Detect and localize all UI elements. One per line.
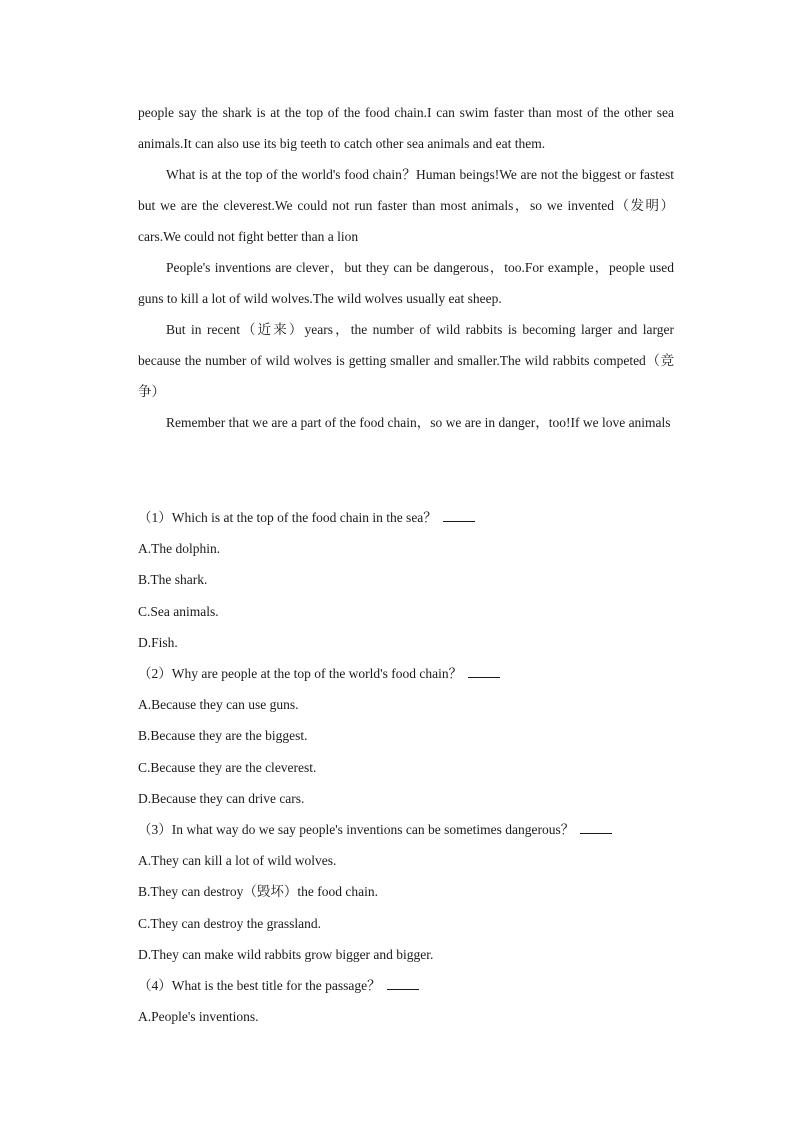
- passage-paragraph: People's inventions are clever，but they can be dangerous，too.For example，people used guns to kill a lot of wild wolves.The wild wolves usually eat sheep.: [138, 260, 674, 306]
- answer-option: D.They can make wild rabbits grow bigger and bigger.: [138, 946, 434, 962]
- answer-option: C.They can destroy the grassland.: [138, 915, 321, 931]
- passage-paragraph: Remember that we are a part of the food chain，so we are in danger，too!If we love animals: [166, 415, 671, 430]
- passage-paragraph: What is at the top of the world's food chain？Human beings!We are not the biggest or fastest but we are the cleverest.We could not run faster than most animals，so we invented（发明）cars.We could not fight better than a lion: [138, 167, 674, 244]
- passage-paragraph: But in recent（近来）years，the number of wild rabbits is becoming larger and larger because the number of wild wolves is getting smaller and smaller.The wild rabbits competed（竞争）: [138, 322, 674, 399]
- passage-paragraph: people say the shark is at the top of the food chain.I can swim faster than most of the other sea animals.It can also use its big teeth to catch other sea animals and eat them.: [138, 105, 674, 151]
- answer-option: C.Because they are the cleverest.: [138, 759, 317, 775]
- question-stem: （1）Which is at the top of the food chain in the sea？: [138, 502, 674, 533]
- answer-option: B.The shark.: [138, 572, 208, 588]
- question-stem: （2）Why are people at the top of the world's food chain？: [138, 658, 674, 689]
- answer-option: B.Because they are the biggest.: [138, 728, 308, 744]
- answer-option: A.People's inventions.: [138, 1009, 259, 1025]
- answer-blank[interactable]: [468, 665, 500, 678]
- answer-option: A.Because they can use guns.: [138, 697, 299, 713]
- question-list: [138, 502, 674, 1032]
- question-stem: （4）What is the best title for the passage？: [138, 970, 674, 1001]
- answer-blank[interactable]: [387, 977, 419, 990]
- reading-passage: [138, 97, 674, 438]
- answer-blank[interactable]: [580, 821, 612, 834]
- question-stem: （3）In what way do we say people's inventions can be sometimes dangerous？: [138, 814, 674, 845]
- answer-option: D.Because they can drive cars.: [138, 790, 305, 806]
- answer-option: C.Sea animals.: [138, 603, 219, 619]
- answer-option: A.They can kill a lot of wild wolves.: [138, 853, 337, 869]
- answer-option: B.They can destroy（毁坏）the food chain.: [138, 884, 378, 900]
- answer-option: A.The dolphin.: [138, 541, 221, 557]
- answer-option: D.Fish.: [138, 634, 178, 650]
- answer-blank[interactable]: [443, 509, 475, 522]
